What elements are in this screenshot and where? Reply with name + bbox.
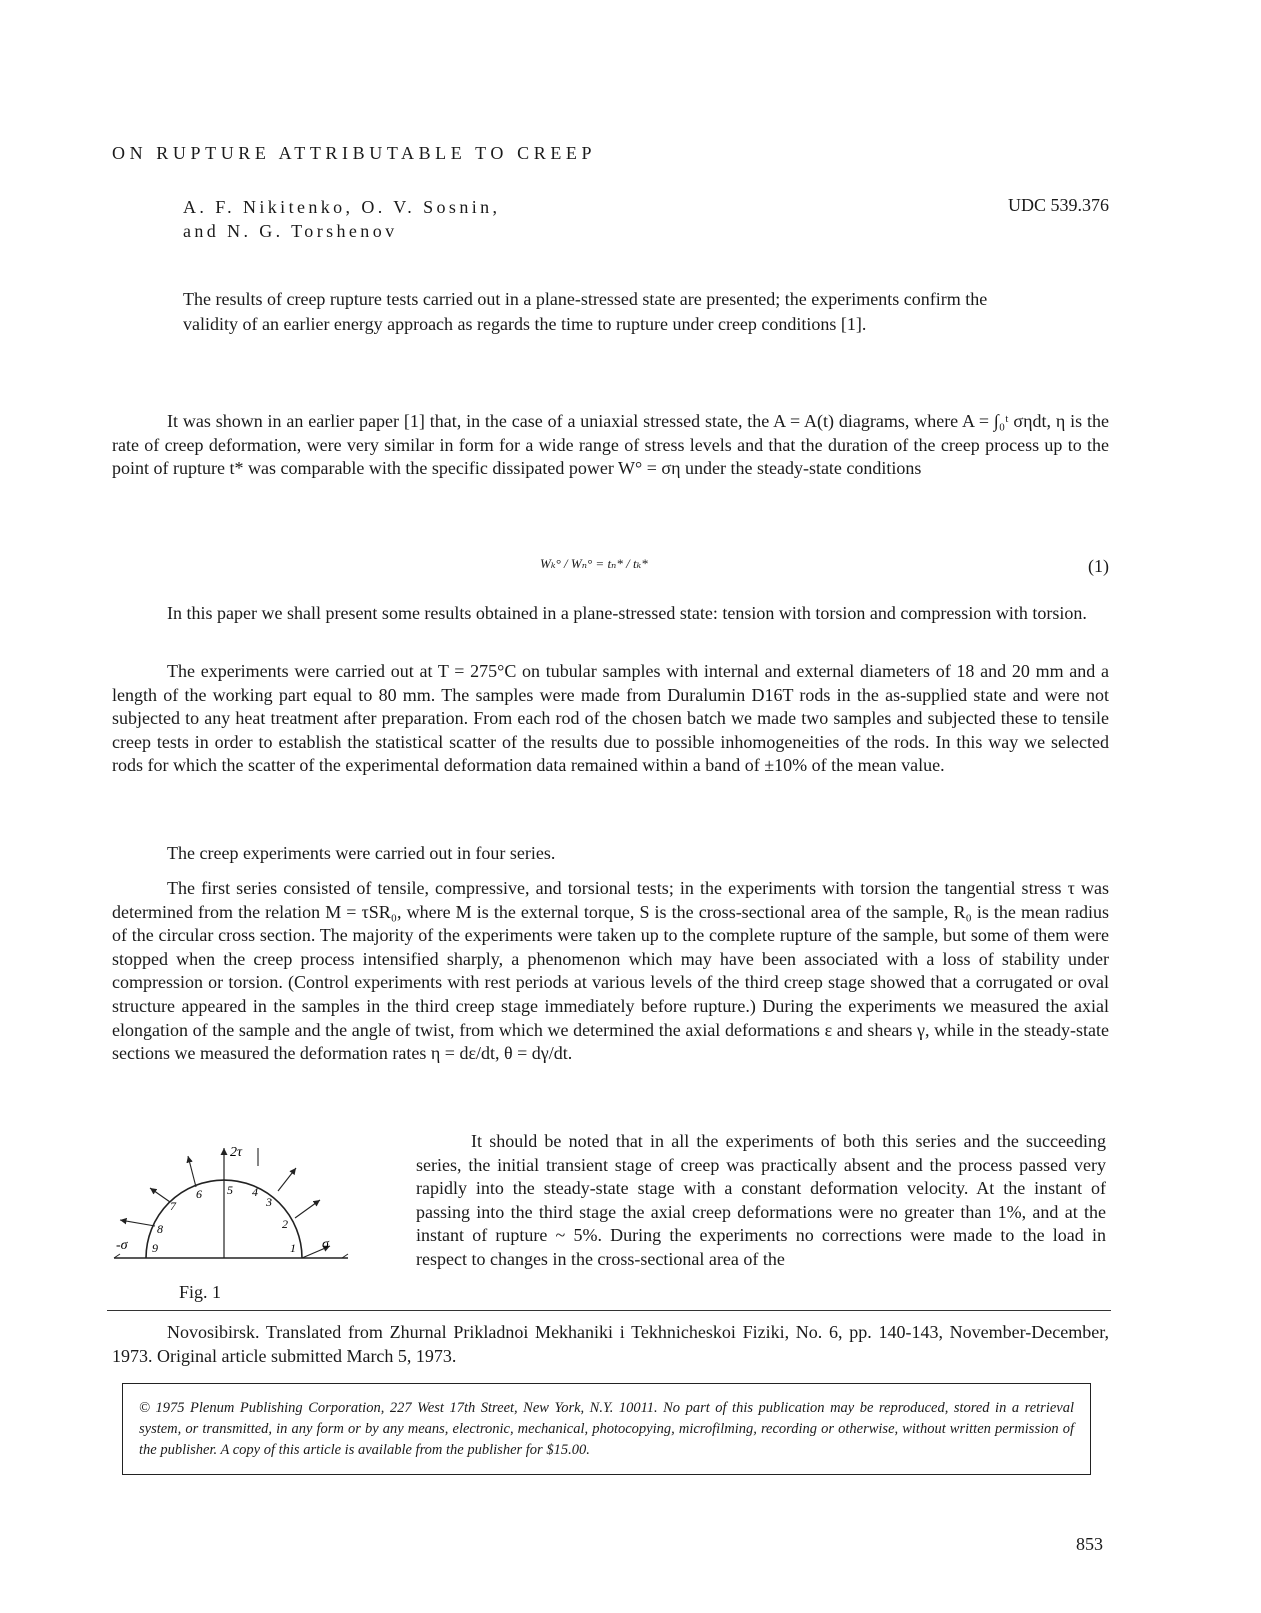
arrow-left [120,1220,155,1226]
equation-number: (1) [1088,556,1109,576]
arrow-upper-left [150,1188,170,1202]
author-list [183,195,500,243]
udc-code: UDC 539.376 [1007,195,1109,215]
paragraph-1: It was shown in an earlier paper [1] that, in the case of a uniaxial stressed state, the A = A(t) diagrams, where A = ∫₀ᵗ σηdt, η is the rate of creep deformation, were very similar in form for a wide range of stress levels and that the duration of the creep process up to the point of rupture t* was comparable with the specific dissipated power W° = ση under the steady-state conditions [112,411,1109,479]
label-minus-sigma: -σ [116,1238,128,1253]
footnote-divider [107,1310,1111,1311]
paragraph-3: The experiments were carried out at T = 275°C on tubular samples with internal and external diameters of 18 and 20 mm and a length of the working part equal to 80 mm. The samples were made from Duralumin D16T rods in the as-supplied state and were not subjected to any heat treatment after preparation. From each rod of the chosen batch we made two samples and subjected these to tensile creep tests in order to establish the statistical scatter of the results due to possible inhomogeneities of the rods. In this way we selected rods for which the scatter of the experimental deformation data remained within a band of ±10% of the mean value. [112,661,1109,776]
figure-caption: Fig. 1 [179,1282,222,1302]
point-label-7: 7 [170,1199,176,1213]
point-label-3: 3 [266,1195,272,1209]
stress-semicircle-diagram [112,1136,352,1306]
point-label-6: 6 [196,1187,202,1201]
article-title: ON RUPTURE ATTRIBUTABLE TO CREEP [112,143,597,163]
figure-1 [112,1136,352,1306]
authors-line-1: A. F. Nikitenko, O. V. Sosnin, [183,197,501,217]
point-label-5: 5 [227,1183,233,1197]
translation-footnote: Novosibirsk. Translated from Zhurnal Prikladnoi Mekhaniki i Tekhnicheskoi Fiziki, No. 6, pp. 140-143, November-December, 1973. Original article submitted March 5, 1973. [112,1322,1109,1366]
paragraph-6: It should be noted that in all the experiments of both this series and the succeeding series, the initial transient stage of creep was practically absent and the process passed very rapidly into the steady-state stage with a constant deformation velocity. At the instant of passing into the third stage the axial creep deformations were no greater than 1%, and at the instant of rupture ~ 5%. During the experiments no corrections were made to the load in respect to changes in the cross-sectional area of the [416,1131,1106,1269]
paragraph-5: The first series consisted of tensile, compressive, and torsional tests; in the experiments with torsion the tangential stress τ was determined from the relation M = τSR₀, where M is the external torque, S is the cross-sectional area of the sample, R₀ is the mean radius of the circular cross section. The majority of the experiments were taken up to the complete rupture of the sample, but some of them were stopped when the creep process intensified sharply, a phenomenon which may have been associated with a loss of stability under compression or torsion. (Control experiments with rest periods at various levels of the third creep stage showed that a corrugated or oval structure appeared in the samples in the third creep stage immediately before rupture.) During the experiments we measured the axial elongation of the sample and the angle of twist, from which we determined the axial deformations ε and shears γ, while in the steady-state sections we measured the deformation rates η = dε/dt, θ = dγ/dt. [112,878,1109,1064]
copyright-notice: © 1975 Plenum Publishing Corporation, 227 West 17th Street, New York, N.Y. 10011. No part of this publication may be reproduced, stored in a retrieval system, or transmitted, in any form or by any means, electronic, mechanical, photocopying, microfilming, recording or otherwise, without written permission of the publisher. A copy of this article is available from the publisher for $15.00. [139,1400,1074,1458]
point-label-8: 8 [157,1222,163,1236]
arrow-upper-right [295,1200,320,1218]
arrow-top-left [188,1156,196,1187]
paragraph-2: In this paper we shall present some results obtained in a plane-stressed state: tension with torsion and compression with torsion. [167,603,1087,623]
point-label-1: 1 [290,1241,296,1255]
copyright-box [122,1383,1091,1475]
equation-1: Wₖ° / Wₙ° = tₙ* / tₖ* [540,556,648,571]
point-label-9: 9 [152,1241,158,1255]
label-2tau: 2τ [230,1145,243,1160]
paragraph-4: The creep experiments were carried out in four series. [167,843,556,863]
label-sigma: σ [322,1237,329,1252]
authors-line-2: and N. G. Torshenov [183,221,398,241]
page-number: 853 [1076,1534,1103,1554]
point-label-2: 2 [282,1217,288,1231]
arrow-top-right [278,1168,296,1191]
point-label-4: 4 [252,1185,258,1199]
abstract: The results of creep rupture tests carried out in a plane-stressed state are presented; the experiments confirm the validity of an earlier energy approach as regards the time to rupture under creep conditions [1]. [183,289,988,334]
